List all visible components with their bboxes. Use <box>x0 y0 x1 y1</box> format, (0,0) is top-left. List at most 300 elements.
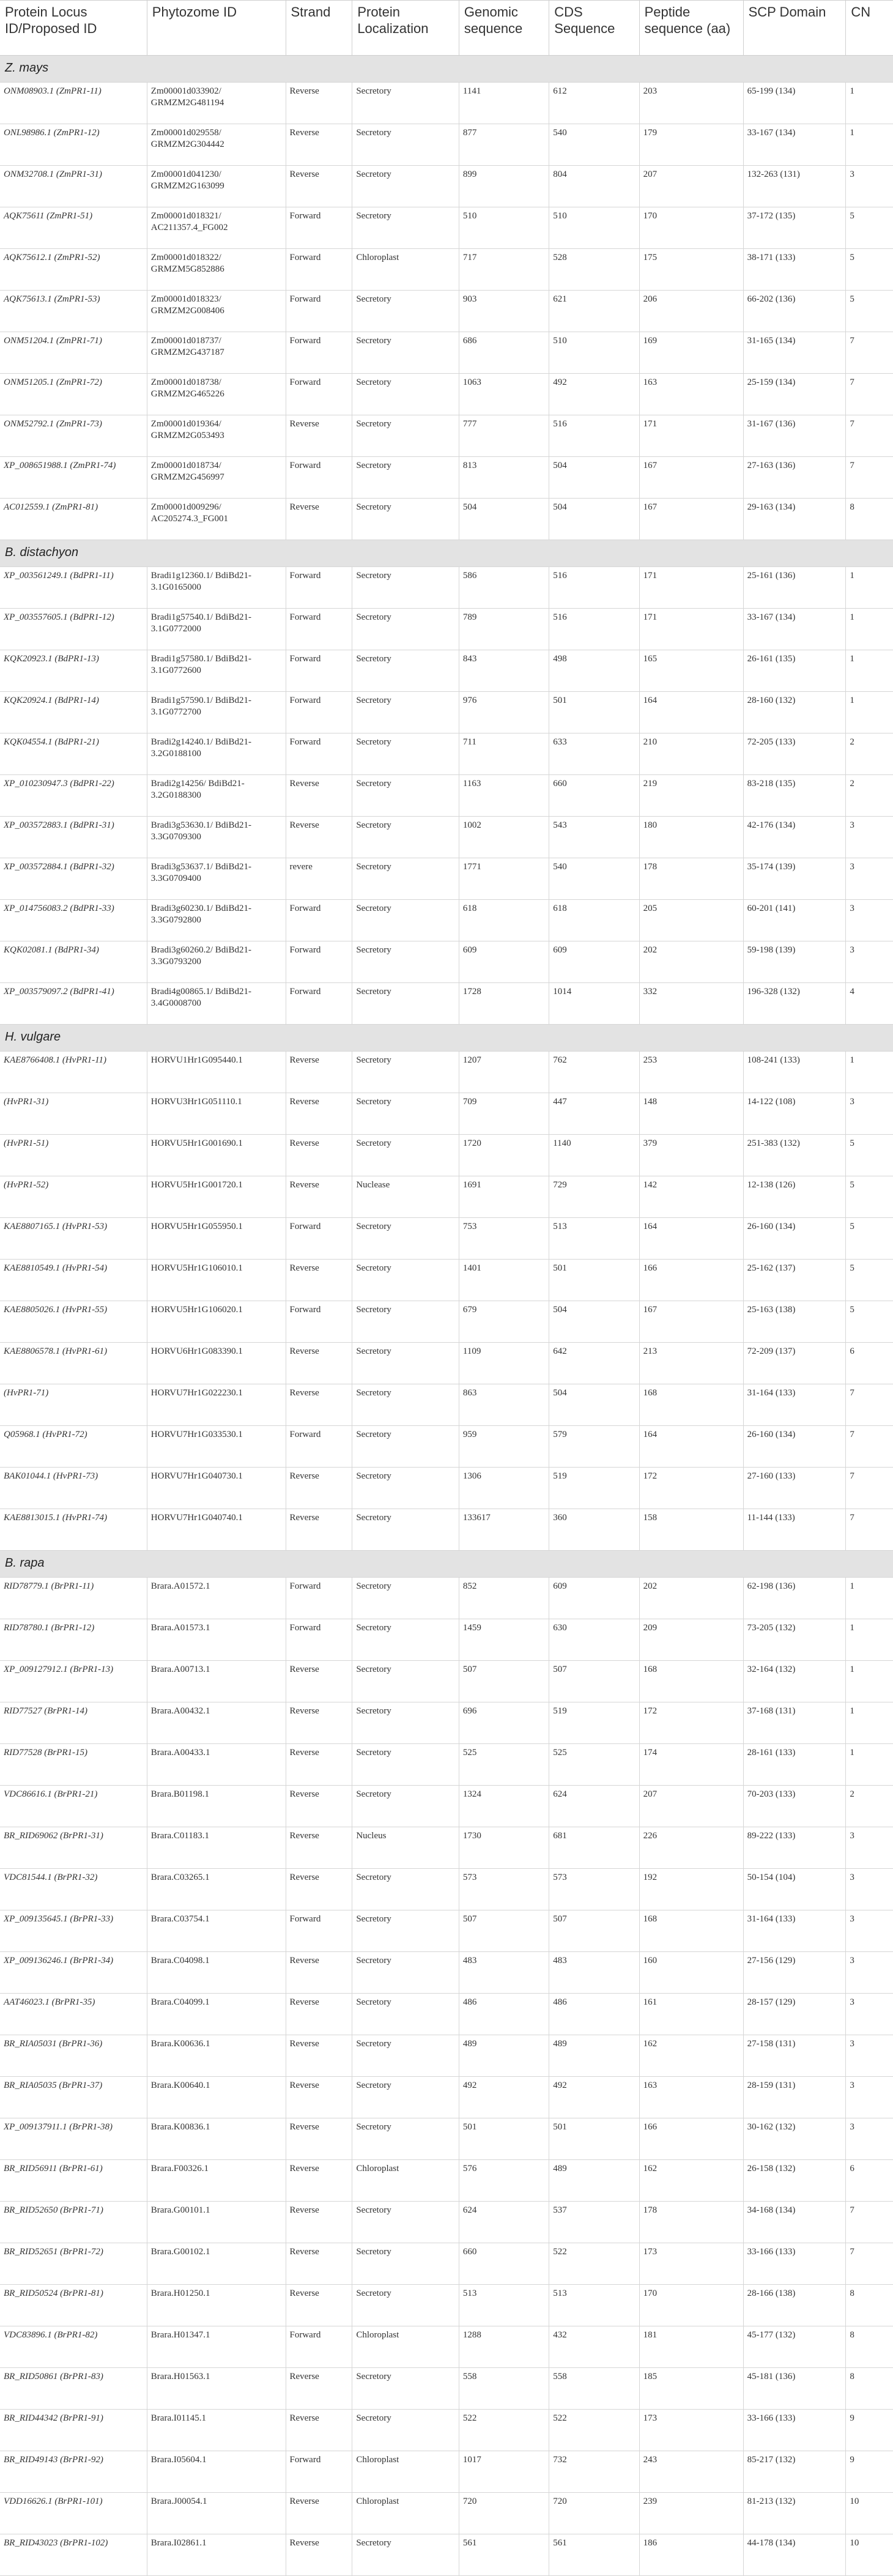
table-cell: Secretory <box>352 2202 459 2243</box>
table-cell: VDC81544.1 (BrPR1-32) <box>0 1869 147 1910</box>
table-cell: 720 <box>549 2493 639 2534</box>
table-cell: BR_RIA05035 (BrPR1-37) <box>0 2077 147 2118</box>
table-cell: Chloroplast <box>352 249 459 291</box>
table-cell: XP_009137911.1 (BrPR1-38) <box>0 2118 147 2160</box>
table-cell: Reverse <box>286 1509 352 1551</box>
table-cell: VDC83896.1 (BrPR1-82) <box>0 2326 147 2368</box>
table-cell: KAE8766408.1 (HvPR1-11) <box>0 1052 147 1093</box>
table-cell: KQK20924.1 (BdPR1-14) <box>0 692 147 733</box>
table-cell: 165 <box>639 650 743 692</box>
table-cell: 226 <box>639 1827 743 1869</box>
table-row <box>0 2326 893 2368</box>
table-cell: Secretory <box>352 1093 459 1135</box>
table-cell: Forward <box>286 692 352 733</box>
table-cell: 33-166 (133) <box>743 2410 846 2451</box>
table-cell: 498 <box>549 650 639 692</box>
table-cell: 34-168 (134) <box>743 2202 846 2243</box>
table-cell: Brara.K00636.1 <box>147 2035 286 2077</box>
table-cell: HORVU7Hr1G040740.1 <box>147 1509 286 1551</box>
table-cell: 3 <box>846 900 893 941</box>
table-cell: Chloroplast <box>352 2326 459 2368</box>
table-cell: Forward <box>286 207 352 249</box>
table-cell: ONM51205.1 (ZmPR1-72) <box>0 374 147 415</box>
table-cell: 528 <box>549 249 639 291</box>
table-cell: 696 <box>459 1702 549 1744</box>
table-cell: 202 <box>639 941 743 983</box>
table-cell: Secretory <box>352 817 459 858</box>
table-row <box>0 1661 893 1702</box>
table-cell: 863 <box>459 1384 549 1426</box>
table-cell: 213 <box>639 1343 743 1384</box>
table-cell: 3 <box>846 941 893 983</box>
table-row <box>0 2160 893 2202</box>
table-cell: 504 <box>549 457 639 499</box>
table-cell: Brara.K00836.1 <box>147 2118 286 2160</box>
table-row <box>0 2534 893 2576</box>
table-cell: 609 <box>549 941 639 983</box>
table-cell: 492 <box>549 374 639 415</box>
table-cell: Brara.F00326.1 <box>147 2160 286 2202</box>
table-row <box>0 2243 893 2285</box>
table-cell: 31-165 (134) <box>743 332 846 374</box>
table-cell: ONM32708.1 (ZmPR1-31) <box>0 166 147 207</box>
table-cell: AQK75611 (ZmPR1-51) <box>0 207 147 249</box>
table-cell: 1720 <box>459 1135 549 1176</box>
table-cell: 219 <box>639 775 743 817</box>
table-cell: Brara.C03754.1 <box>147 1910 286 1952</box>
table-cell: 522 <box>459 2410 549 2451</box>
table-cell: Bradi1g12360.1/ BdiBd21-3.1G0165000 <box>147 567 286 609</box>
table-cell: Bradi2g14240.1/ BdiBd21-3.2G0188100 <box>147 733 286 775</box>
table-cell: Forward <box>286 1301 352 1343</box>
table-row <box>0 1509 893 1551</box>
table-cell: 166 <box>639 2118 743 2160</box>
table-cell: 1140 <box>549 1135 639 1176</box>
table-cell: 170 <box>639 2285 743 2326</box>
table-cell: Secretory <box>352 2368 459 2410</box>
table-cell: 804 <box>549 166 639 207</box>
table-cell: Reverse <box>286 1260 352 1301</box>
table-row <box>0 499 893 540</box>
table-cell: 7 <box>846 415 893 457</box>
table-cell: Zm00001d019364/ GRMZM2G053493 <box>147 415 286 457</box>
table-cell: Forward <box>286 1578 352 1619</box>
table-cell: Reverse <box>286 775 352 817</box>
table-cell: revere <box>286 858 352 900</box>
table-cell: 158 <box>639 1509 743 1551</box>
table-cell: 50-154 (104) <box>743 1869 846 1910</box>
table-cell: 35-174 (139) <box>743 858 846 900</box>
table-cell: 1691 <box>459 1176 549 1218</box>
table-cell: Forward <box>286 567 352 609</box>
table-cell: BR_RID56911 (BrPR1-61) <box>0 2160 147 2202</box>
table-row <box>0 2285 893 2326</box>
table-cell: 1 <box>846 124 893 166</box>
column-header: Strand <box>286 1 352 56</box>
table-row <box>0 1702 893 1744</box>
table-cell: 489 <box>549 2160 639 2202</box>
table-cell: Secretory <box>352 1869 459 1910</box>
table-row <box>0 2368 893 2410</box>
table-cell: Brara.C04099.1 <box>147 1994 286 2035</box>
table-cell: Brara.G00101.1 <box>147 2202 286 2243</box>
table-cell: 72-205 (133) <box>743 733 846 775</box>
table-cell: 3 <box>846 166 893 207</box>
table-row <box>0 1994 893 2035</box>
table-row <box>0 567 893 609</box>
table-cell: Reverse <box>286 415 352 457</box>
table-cell: 253 <box>639 1052 743 1093</box>
table-cell: 26-160 (134) <box>743 1426 846 1468</box>
table-cell: Reverse <box>286 1343 352 1384</box>
table-cell: Reverse <box>286 2118 352 2160</box>
table-cell: 1728 <box>459 983 549 1025</box>
table-cell: XP_003557605.1 (BdPR1-12) <box>0 609 147 650</box>
section-title: Z. mays <box>0 56 893 83</box>
table-cell: 25-161 (136) <box>743 567 846 609</box>
table-cell: Forward <box>286 609 352 650</box>
table-cell: Zm00001d018737/ GRMZM2G437187 <box>147 332 286 374</box>
section-row <box>0 1551 893 1578</box>
table-cell: Secretory <box>352 1578 459 1619</box>
table-cell: 133617 <box>459 1509 549 1551</box>
table-cell: 516 <box>549 609 639 650</box>
table-cell: 11-144 (133) <box>743 1509 846 1551</box>
table-cell: Forward <box>286 733 352 775</box>
table-cell: XP_009135645.1 (BrPR1-33) <box>0 1910 147 1952</box>
table-cell: 26-161 (135) <box>743 650 846 692</box>
table-cell: Forward <box>286 332 352 374</box>
column-header: SCP Domain <box>743 1 846 56</box>
table-cell: 32-164 (132) <box>743 1661 846 1702</box>
table-cell: Forward <box>286 374 352 415</box>
table-cell: 239 <box>639 2493 743 2534</box>
table-cell: 3 <box>846 1910 893 1952</box>
table-cell: Zm00001d018321/ AC211357.4_FG002 <box>147 207 286 249</box>
table-cell: 73-205 (132) <box>743 1619 846 1661</box>
table-cell: 501 <box>459 2118 549 2160</box>
table-cell: 167 <box>639 457 743 499</box>
table-cell: Brara.I01145.1 <box>147 2410 286 2451</box>
table-cell: Secretory <box>352 692 459 733</box>
table-cell: Brara.C04098.1 <box>147 1952 286 1994</box>
table-cell: 1306 <box>459 1468 549 1509</box>
table-cell: Bradi1g57540.1/ BdiBd21-3.1G0772000 <box>147 609 286 650</box>
table-cell: Bradi1g57580.1/ BdiBd21-3.1G0772600 <box>147 650 286 692</box>
table-cell: 501 <box>549 692 639 733</box>
table-cell: Reverse <box>286 2493 352 2534</box>
table-cell: 45-181 (136) <box>743 2368 846 2410</box>
table-cell: Secretory <box>352 2118 459 2160</box>
table-cell: 3 <box>846 817 893 858</box>
table-cell: 10 <box>846 2493 893 2534</box>
table-cell: Brara.C03265.1 <box>147 1869 286 1910</box>
table-row <box>0 983 893 1025</box>
table-cell: 1 <box>846 1661 893 1702</box>
table-cell: Reverse <box>286 2410 352 2451</box>
table-row <box>0 692 893 733</box>
table-cell: 486 <box>549 1994 639 2035</box>
table-cell: XP_009136246.1 (BrPR1-34) <box>0 1952 147 1994</box>
table-cell: 976 <box>459 692 549 733</box>
table-row <box>0 332 893 374</box>
table-cell: 5 <box>846 1176 893 1218</box>
table-cell: 1163 <box>459 775 549 817</box>
table-cell: Reverse <box>286 1093 352 1135</box>
table-cell: Reverse <box>286 1384 352 1426</box>
table-cell: Forward <box>286 2451 352 2493</box>
table-cell: 174 <box>639 1744 743 1786</box>
section-title: B. rapa <box>0 1551 893 1578</box>
table-cell: HORVU7Hr1G033530.1 <box>147 1426 286 1468</box>
table-cell: 1109 <box>459 1343 549 1384</box>
table-cell: 732 <box>549 2451 639 2493</box>
table-cell: Brara.A00432.1 <box>147 1702 286 1744</box>
table-row <box>0 1052 893 1093</box>
table-cell: 164 <box>639 1426 743 1468</box>
table-row <box>0 1786 893 1827</box>
table-cell: KQK20923.1 (BdPR1-13) <box>0 650 147 692</box>
table-cell: 2 <box>846 1786 893 1827</box>
table-cell: 447 <box>549 1093 639 1135</box>
table-cell: Nuclease <box>352 1176 459 1218</box>
table-cell: ONM52792.1 (ZmPR1-73) <box>0 415 147 457</box>
table-cell: Secretory <box>352 1744 459 1786</box>
table-cell: 525 <box>459 1744 549 1786</box>
table-cell: Secretory <box>352 1343 459 1384</box>
table-row <box>0 124 893 166</box>
table-cell: 202 <box>639 1578 743 1619</box>
table-cell: Secretory <box>352 207 459 249</box>
table-cell: Secretory <box>352 2077 459 2118</box>
table-cell: 501 <box>549 1260 639 1301</box>
table-cell: 251-383 (132) <box>743 1135 846 1176</box>
table-cell: XP_003572883.1 (BdPR1-31) <box>0 817 147 858</box>
table-cell: 1002 <box>459 817 549 858</box>
table-cell: 30-162 (132) <box>743 2118 846 2160</box>
table-cell: 1 <box>846 1619 893 1661</box>
table-cell: HORVU5Hr1G055950.1 <box>147 1218 286 1260</box>
table-cell: Chloroplast <box>352 2451 459 2493</box>
table-cell: Reverse <box>286 2035 352 2077</box>
table-cell: 6 <box>846 1343 893 1384</box>
table-row <box>0 733 893 775</box>
table-cell: 171 <box>639 415 743 457</box>
table-cell: 573 <box>459 1869 549 1910</box>
table-cell: Reverse <box>286 1468 352 1509</box>
table-cell: 660 <box>549 775 639 817</box>
table-cell: 679 <box>459 1301 549 1343</box>
table-cell: 10 <box>846 2534 893 2576</box>
table-header <box>0 1 893 56</box>
table-cell: BR_RID52651 (BrPR1-72) <box>0 2243 147 2285</box>
table-cell: VDC86616.1 (BrPR1-21) <box>0 1786 147 1827</box>
table-cell: Bradi4g00865.1/ BdiBd21-3.4G0008700 <box>147 983 286 1025</box>
table-row <box>0 650 893 692</box>
table-row <box>0 207 893 249</box>
table-cell: 81-213 (132) <box>743 2493 846 2534</box>
table-cell: Secretory <box>352 2243 459 2285</box>
table-cell: Secretory <box>352 1702 459 1744</box>
table-cell: 513 <box>549 2285 639 2326</box>
table-cell: Bradi2g14256/ BdiBd21-3.2G0188300 <box>147 775 286 817</box>
table-cell: Secretory <box>352 1619 459 1661</box>
table-cell: 483 <box>549 1952 639 1994</box>
table-cell: 72-209 (137) <box>743 1343 846 1384</box>
table-cell: Brara.J00054.1 <box>147 2493 286 2534</box>
table-cell: 7 <box>846 1384 893 1426</box>
table-cell: 108-241 (133) <box>743 1052 846 1093</box>
table-cell: 3 <box>846 1093 893 1135</box>
table-cell: HORVU3Hr1G051110.1 <box>147 1093 286 1135</box>
table-cell: 65-199 (134) <box>743 83 846 124</box>
table-cell: Bradi3g53630.1/ BdiBd21-3.3G0709300 <box>147 817 286 858</box>
table-cell: Reverse <box>286 2285 352 2326</box>
table-row <box>0 2410 893 2451</box>
table-cell: 27-156 (129) <box>743 1952 846 1994</box>
table-cell: Forward <box>286 1426 352 1468</box>
table-cell: 522 <box>549 2410 639 2451</box>
table-cell: BR_RID52650 (BrPR1-71) <box>0 2202 147 2243</box>
table-cell: 243 <box>639 2451 743 2493</box>
section-title: B. distachyon <box>0 540 893 567</box>
table-cell: 5 <box>846 207 893 249</box>
table-cell: 5 <box>846 1260 893 1301</box>
table-cell: Reverse <box>286 1744 352 1786</box>
table-cell: 501 <box>549 2118 639 2160</box>
table-row <box>0 1384 893 1426</box>
table-cell: Brara.A00433.1 <box>147 1744 286 1786</box>
table-cell: 504 <box>549 499 639 540</box>
table-cell: 166 <box>639 1260 743 1301</box>
table-cell: 504 <box>549 1301 639 1343</box>
table-row <box>0 1578 893 1619</box>
table-cell: 642 <box>549 1343 639 1384</box>
table-cell: 510 <box>459 207 549 249</box>
table-cell: 209 <box>639 1619 743 1661</box>
table-row <box>0 817 893 858</box>
table-cell: 164 <box>639 1218 743 1260</box>
table-cell: Secretory <box>352 609 459 650</box>
table-cell: 169 <box>639 332 743 374</box>
table-cell: 753 <box>459 1218 549 1260</box>
table-cell: Brara.I02861.1 <box>147 2534 286 2576</box>
table-row <box>0 83 893 124</box>
table-cell: 171 <box>639 609 743 650</box>
table-cell: Brara.A01572.1 <box>147 1578 286 1619</box>
table-cell: 852 <box>459 1578 549 1619</box>
table-cell: 163 <box>639 2077 743 2118</box>
table-cell: Bradi1g57590.1/ BdiBd21-3.1G0772700 <box>147 692 286 733</box>
table-cell: Secretory <box>352 124 459 166</box>
table-cell: 522 <box>549 2243 639 2285</box>
table-cell: 681 <box>549 1827 639 1869</box>
table-cell: 172 <box>639 1702 743 1744</box>
table-cell: 507 <box>459 1661 549 1702</box>
table-cell: 1 <box>846 609 893 650</box>
table-cell: Zm00001d029558/ GRMZM2G304442 <box>147 124 286 166</box>
table-cell: 519 <box>549 1468 639 1509</box>
table-cell: Secretory <box>352 2035 459 2077</box>
table-cell: 1771 <box>459 858 549 900</box>
table-cell: 899 <box>459 166 549 207</box>
column-header: Genomic sequence <box>459 1 549 56</box>
table-cell: KQK02081.1 (BdPR1-34) <box>0 941 147 983</box>
table-cell: 59-198 (139) <box>743 941 846 983</box>
table-cell: Forward <box>286 983 352 1025</box>
table-cell: Secretory <box>352 1135 459 1176</box>
table-cell: 513 <box>549 1218 639 1260</box>
table-cell: BR_RIA05031 (BrPR1-36) <box>0 2035 147 2077</box>
table-cell: Secretory <box>352 291 459 332</box>
table-cell: Reverse <box>286 2534 352 2576</box>
table-cell: 28-160 (132) <box>743 692 846 733</box>
table-cell: BR_RID50861 (BrPR1-83) <box>0 2368 147 2410</box>
table-cell: AC012559.1 (ZmPR1-81) <box>0 499 147 540</box>
table-cell: 6 <box>846 2160 893 2202</box>
table-cell: Brara.A00713.1 <box>147 1661 286 1702</box>
table-cell: 167 <box>639 499 743 540</box>
table-cell: 142 <box>639 1176 743 1218</box>
table-row <box>0 1869 893 1910</box>
table-cell: 42-176 (134) <box>743 817 846 858</box>
table-row <box>0 1952 893 1994</box>
table-cell: 1730 <box>459 1827 549 1869</box>
table-cell: 164 <box>639 692 743 733</box>
table-row <box>0 1827 893 1869</box>
table-cell: 877 <box>459 124 549 166</box>
table-cell: (HvPR1-71) <box>0 1384 147 1426</box>
table-row <box>0 2035 893 2077</box>
table-cell: 5 <box>846 291 893 332</box>
table-row <box>0 775 893 817</box>
table-cell: 3 <box>846 2035 893 2077</box>
table-cell: 207 <box>639 1786 743 1827</box>
table-cell: 27-163 (136) <box>743 457 846 499</box>
table-cell: 1324 <box>459 1786 549 1827</box>
table-cell: 3 <box>846 858 893 900</box>
table-row <box>0 374 893 415</box>
table-cell: KAE8807165.1 (HvPR1-53) <box>0 1218 147 1260</box>
table-cell: KAE8810549.1 (HvPR1-54) <box>0 1260 147 1301</box>
table-row <box>0 1468 893 1509</box>
table-cell: Reverse <box>286 2202 352 2243</box>
table-row <box>0 2493 893 2534</box>
table-cell: Secretory <box>352 1260 459 1301</box>
table-cell: 711 <box>459 733 549 775</box>
table-cell: 1288 <box>459 2326 549 2368</box>
table-cell: Reverse <box>286 1176 352 1218</box>
table-cell: 2 <box>846 775 893 817</box>
table-cell: Secretory <box>352 983 459 1025</box>
table-cell: 624 <box>549 1786 639 1827</box>
table-cell: 537 <box>549 2202 639 2243</box>
table-cell: Secretory <box>352 1426 459 1468</box>
table-cell: 717 <box>459 249 549 291</box>
table-cell: 618 <box>459 900 549 941</box>
table-cell: Brara.B01198.1 <box>147 1786 286 1827</box>
table-cell: 148 <box>639 1093 743 1135</box>
table-cell: 8 <box>846 2285 893 2326</box>
table-cell: 31-167 (136) <box>743 415 846 457</box>
table-cell: Secretory <box>352 1661 459 1702</box>
table-cell: KAE8806578.1 (HvPR1-61) <box>0 1343 147 1384</box>
table-cell: HORVU5Hr1G106020.1 <box>147 1301 286 1343</box>
table-cell: 27-158 (131) <box>743 2035 846 2077</box>
table-cell: Secretory <box>352 457 459 499</box>
table-cell: 360 <box>549 1509 639 1551</box>
table-cell: (HvPR1-31) <box>0 1093 147 1135</box>
